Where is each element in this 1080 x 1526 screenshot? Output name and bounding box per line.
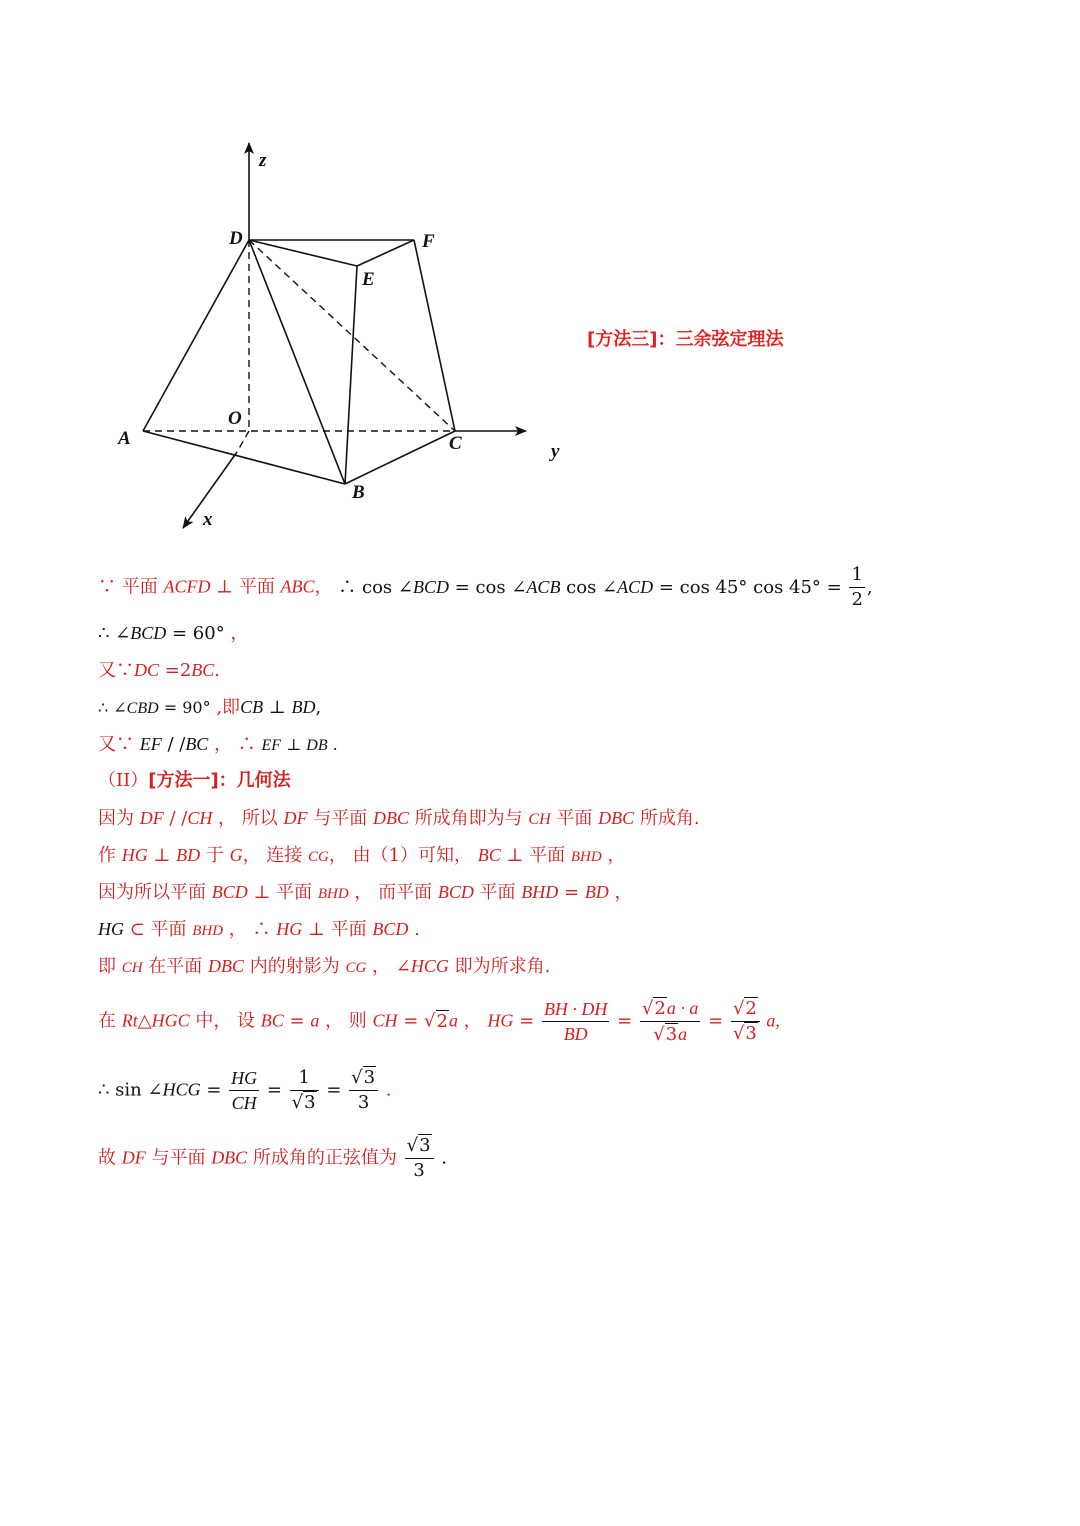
- geometry-figure: [0, 0, 600, 540]
- proof-line-13: ∴ sin ∠HCG = $\frac{HG}{CH}$ = $\frac{1}{√3}$ = $\frac{√3}{3}$ .: [98, 1067, 392, 1113]
- proof-line-14: 故 DF 与平面 DBC 所成角的正弦值为 $\frac{√3}{3}$ .: [98, 1135, 448, 1181]
- label-c: C: [449, 433, 462, 454]
- proof-line-7: 因为 DF / /CH ， 所以 DF 与平面 DBC 所成角即为与 CH 平面 DBC 所成角.: [98, 808, 700, 829]
- edge-fc: [414, 240, 455, 431]
- fraction-final-answer: $\frac{√3}{3}$: [405, 1134, 434, 1183]
- edge-de: [249, 240, 357, 266]
- proof-line-8: 作 HG ⊥ BD 于 G， 连接 CG， 由（1）可知， BC ⊥ 平面 BHD ，: [98, 845, 626, 866]
- fraction-one-half: $\frac{1}{2}$: [851, 564, 863, 610]
- part-two-heading: （II）[方法一]：几何法: [98, 770, 291, 791]
- fraction-bh-dh-over-bd: $\frac{BH \cdot DH}{BD}$: [543, 999, 608, 1044]
- proof-line-11: 即 CH 在平面 DBC 内的射影为 CG ， ∠HCG 即为所求角.: [98, 956, 551, 977]
- fraction-root2-over-root3: $\frac{√2}{√3}$: [731, 997, 760, 1046]
- proof-line-9: 因为所以平面 BCD ⊥ 平面 BHD ， 而平面 BCD 平面 BHD = BD ，: [98, 882, 633, 903]
- edge-ab: [143, 431, 345, 484]
- fraction-hg-over-ch: $\frac{HG}{CH}$: [231, 1068, 258, 1113]
- proof-line-5: 又∵ EF / /BC ， ∴ EF ⊥ DB .: [98, 734, 338, 755]
- proof-line-12: 在 Rt△HGC 中， 设 BC = a ， 则 CH = √2a ， HG = $\frac{BH \cdot DH}{BD}$ = $\frac{√2a \cdot a}{√3a}$ = $\frac{√2}{√3}$ a,: [98, 998, 780, 1045]
- edge-db: [249, 240, 345, 484]
- fraction-1-over-root3: $\frac{1}{√3}$: [290, 1066, 319, 1115]
- proof-line-4: ∴ ∠CBD = 90° ,即CB ⊥ BD,: [98, 697, 322, 718]
- label-z: z: [259, 150, 267, 171]
- edge-bc: [345, 431, 455, 484]
- edge-dc: [249, 240, 455, 431]
- label-y: y: [551, 441, 560, 462]
- edge-eb: [345, 266, 357, 484]
- label-f: F: [422, 231, 435, 252]
- method-three-heading: [方法三]：三余弦定理法: [587, 329, 784, 350]
- label-d: D: [229, 228, 243, 249]
- proof-line-2: ∴ ∠BCD = 60° ，: [98, 623, 249, 644]
- label-b: B: [352, 482, 365, 503]
- proof-line-3: 又∵DC =2BC.: [98, 660, 221, 681]
- label-e: E: [362, 269, 375, 290]
- edge-o-x: [237, 431, 249, 452]
- edge-ef: [357, 240, 414, 266]
- label-x: x: [203, 509, 213, 530]
- edge-da: [143, 240, 249, 431]
- fraction-root3-over-3: $\frac{√3}{3}$: [349, 1066, 378, 1115]
- proof-line-10: HG ⊂ 平面 BHD ， ∴ HG ⊥ 平面 BCD .: [98, 919, 420, 940]
- proof-line-1: ∵ 平面 ACFD ⊥ 平面 ABC， ∴ cos ∠BCD = cos ∠ACB cos ∠ACD = cos 45° cos 45° = $\frac{1}{2}$ ,: [98, 564, 873, 610]
- fraction-root2a-a-over-root3a: $\frac{√2a \cdot a}{√3a}$: [641, 998, 699, 1045]
- label-o: O: [228, 408, 242, 429]
- label-a: A: [118, 428, 131, 449]
